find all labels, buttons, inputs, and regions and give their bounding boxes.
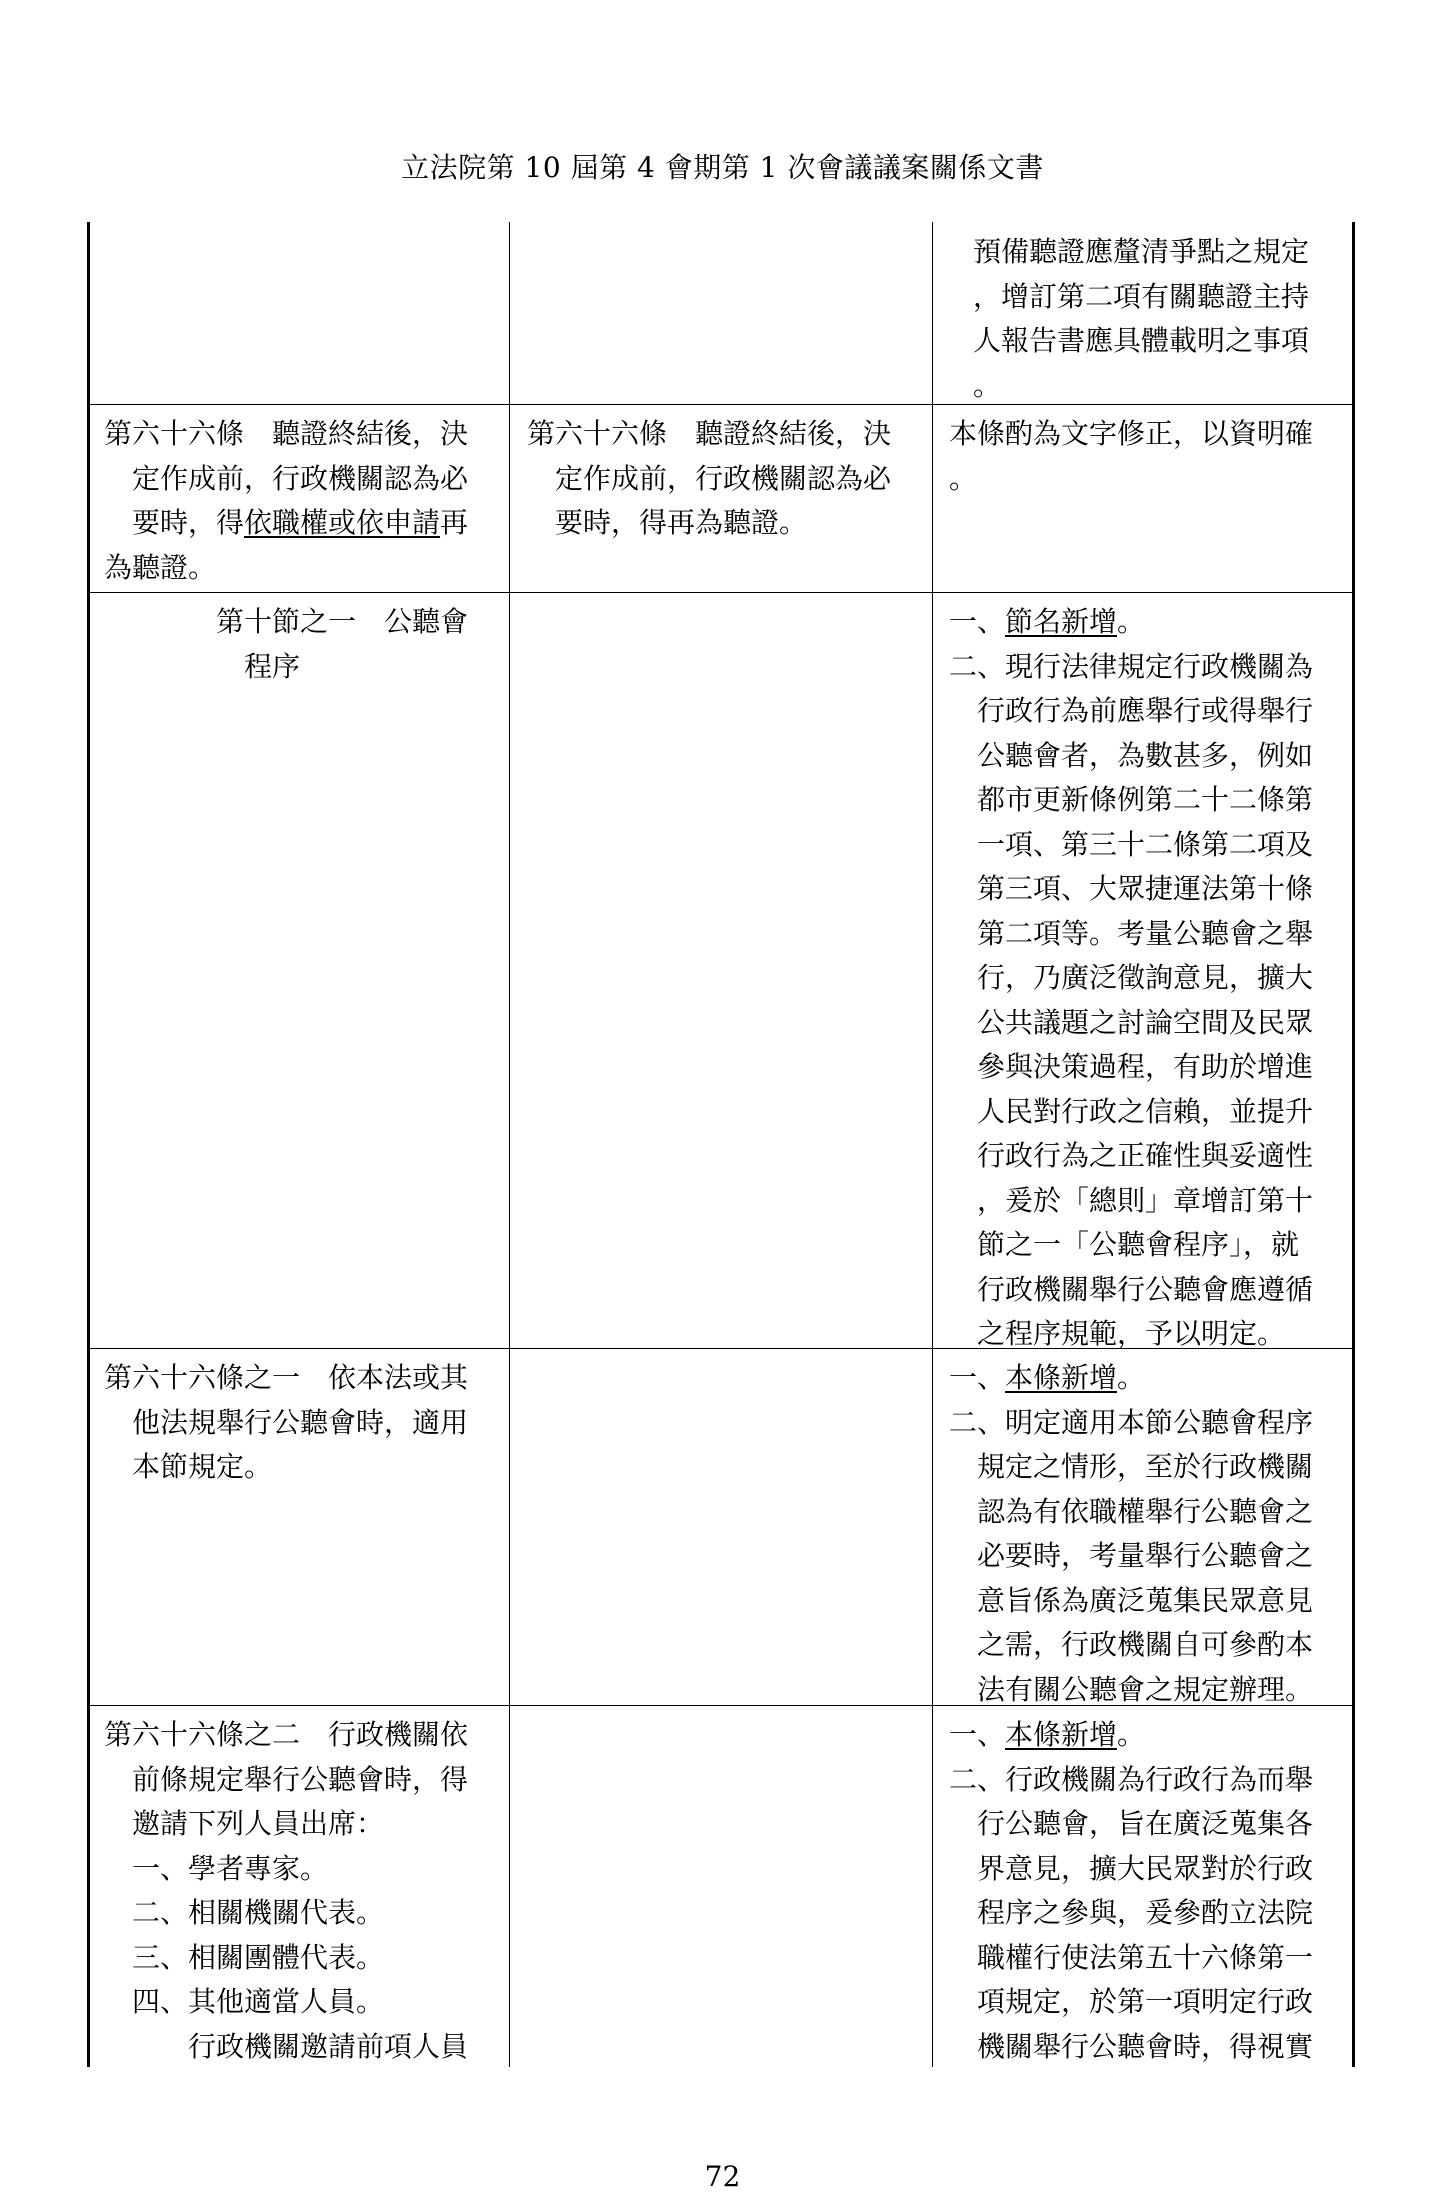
column-divider-1 <box>509 222 510 2067</box>
document-header: 立法院第 10 屆第 4 會期第 1 次會議議案關係文書 <box>401 151 1044 184</box>
row0-note-cell <box>945 230 1345 408</box>
amend-list-item: 四、其他適當人員。 <box>132 1985 385 2018</box>
column-divider-2 <box>932 222 933 2067</box>
item-underlined-text: 本條新增 <box>1005 1361 1118 1394</box>
section-title-line: 第十節之一 公聽會 <box>216 605 469 638</box>
original-line: 第六十六條 聽證終結後，決 <box>527 417 892 450</box>
row4-note-cell <box>949 1713 1349 2069</box>
section-title-line: 程序 <box>244 649 301 683</box>
note-line: 都市更新條例第二十二條第 <box>977 783 1314 816</box>
amend-line: 第六十六條之二 行政機關依 <box>104 1718 469 1751</box>
page-number: 72 <box>704 2160 741 2193</box>
row3-note-cell <box>949 1356 1349 1712</box>
row1-original-cell <box>527 412 927 546</box>
amend-list-item: 三、相關團體代表。 <box>132 1940 385 1974</box>
note-line: 二、明定適用本節公聽會程序 <box>949 1405 1314 1439</box>
amend-text: 再 <box>440 506 469 539</box>
note-line: 項規定，於第一項明定行政 <box>977 1985 1314 2018</box>
amend-line: 本節規定。 <box>132 1450 273 1483</box>
row3-amend-cell <box>104 1356 504 1490</box>
amend-line: 邀請下列人員出席： <box>132 1807 385 1840</box>
note-item-1 <box>949 1356 1349 1401</box>
note-line: 行政行為之正確性與妥適性 <box>977 1139 1314 1172</box>
note-line: 之程序規範，予以明定。 <box>977 1317 1286 1350</box>
row1-amend-cell <box>104 412 504 590</box>
note-line: 規定之情形，至於行政機關 <box>977 1450 1314 1483</box>
table-left-border <box>87 222 90 2067</box>
note-line: 職權行使法第五十六條第一 <box>977 1940 1314 1974</box>
row2-amend-cell <box>104 600 504 689</box>
amend-line <box>104 501 504 546</box>
note-line: 第二項等。考量公聽會之舉 <box>977 916 1314 950</box>
note-item-1 <box>949 1713 1349 1758</box>
note-item-1 <box>949 600 1349 645</box>
note-line: 必要時，考量舉行公聽會之 <box>977 1539 1314 1572</box>
note-line: 人報告書應具體載明之事項 <box>973 324 1310 357</box>
note-line: 意旨係為廣泛蒐集民眾意見 <box>977 1583 1314 1617</box>
note-line: 行，乃廣泛徵詢意見，擴大 <box>977 961 1314 994</box>
note-line: 。 <box>973 368 1002 402</box>
note-line: 二、現行法律規定行政機關為 <box>949 649 1314 683</box>
note-line: 二、行政機關為行政行為而舉 <box>949 1762 1314 1796</box>
note-line: 參與決策過程，有助於增進 <box>977 1050 1314 1083</box>
amend-line: 前條規定舉行公聽會時，得 <box>132 1762 469 1796</box>
item-underlined-text: 本條新增 <box>1005 1718 1118 1751</box>
note-line: ，增訂第二項有關聽證主持 <box>973 279 1310 313</box>
amend-line: 他法規舉行公聽會時，適用 <box>132 1405 469 1439</box>
table-right-border <box>1352 222 1355 2067</box>
item-suffix: 。 <box>1117 1361 1146 1394</box>
item-prefix: 一、 <box>949 1718 1006 1751</box>
amended-underlined-text: 依職權或依申請 <box>244 506 441 539</box>
item-prefix: 一、 <box>949 605 1006 638</box>
row2-note-cell <box>949 600 1349 1357</box>
item-underlined-text: 節名新增 <box>1005 605 1118 638</box>
note-line: ，爰於「總則」章增訂第十 <box>977 1183 1314 1217</box>
note-line: 之需，行政機關自可參酌本 <box>977 1628 1314 1661</box>
note-line: 人民對行政之信賴，並提升 <box>977 1094 1314 1128</box>
row1-note-cell <box>949 412 1349 501</box>
original-line: 要時，得再為聽證。 <box>555 506 808 539</box>
note-line: 程序之參與，爰參酌立法院 <box>977 1896 1314 1929</box>
note-line: 法有關公聽會之規定辦理。 <box>977 1672 1314 1706</box>
amend-list-item: 二、相關機關代表。 <box>132 1896 385 1929</box>
note-line: 認為有依職權舉行公聽會之 <box>977 1494 1314 1528</box>
note-line: 界意見，擴大民眾對於行政 <box>977 1851 1314 1885</box>
note-line: 一項、第三十二條第二項及 <box>977 827 1314 861</box>
amend-line: 定作成前，行政機關認為必 <box>132 461 469 495</box>
amend-line: 為聽證。 <box>104 550 217 584</box>
amend-line: 第六十六條 聽證終結後，決 <box>104 417 469 450</box>
note-line: 行公聽會，旨在廣泛蒐集各 <box>977 1807 1314 1840</box>
amend-line: 行政機關邀請前項人員 <box>188 2029 469 2063</box>
note-line: 節之一「公聽會程序」，就 <box>977 1228 1300 1261</box>
row4-amend-cell <box>104 1713 504 2069</box>
original-line: 定作成前，行政機關認為必 <box>555 461 892 495</box>
note-line: 預備聽證應釐清爭點之規定 <box>973 235 1310 268</box>
note-line: 。 <box>949 461 978 495</box>
note-line: 公聽會者，為數甚多，例如 <box>977 738 1314 772</box>
item-prefix: 一、 <box>949 1361 1006 1394</box>
row-divider <box>87 592 1355 593</box>
note-line: 行政行為前應舉行或得舉行 <box>977 694 1314 727</box>
note-line: 本條酌為文字修正，以資明確 <box>949 417 1314 450</box>
item-suffix: 。 <box>1117 605 1146 638</box>
comparison-table <box>87 222 1355 2067</box>
note-line: 行政機關舉行公聽會應遵循 <box>977 1272 1314 1306</box>
amend-line: 第六十六條之一 依本法或其 <box>104 1361 469 1394</box>
amend-text: 要時，得 <box>132 506 245 539</box>
note-line: 公共議題之討論空間及民眾 <box>977 1005 1314 1039</box>
note-line: 機關舉行公聽會時，得視實 <box>977 2029 1314 2063</box>
item-suffix: 。 <box>1117 1718 1146 1751</box>
note-line: 第三項、大眾捷運法第十條 <box>977 872 1314 905</box>
amend-list-item: 一、學者專家。 <box>132 1851 329 1885</box>
